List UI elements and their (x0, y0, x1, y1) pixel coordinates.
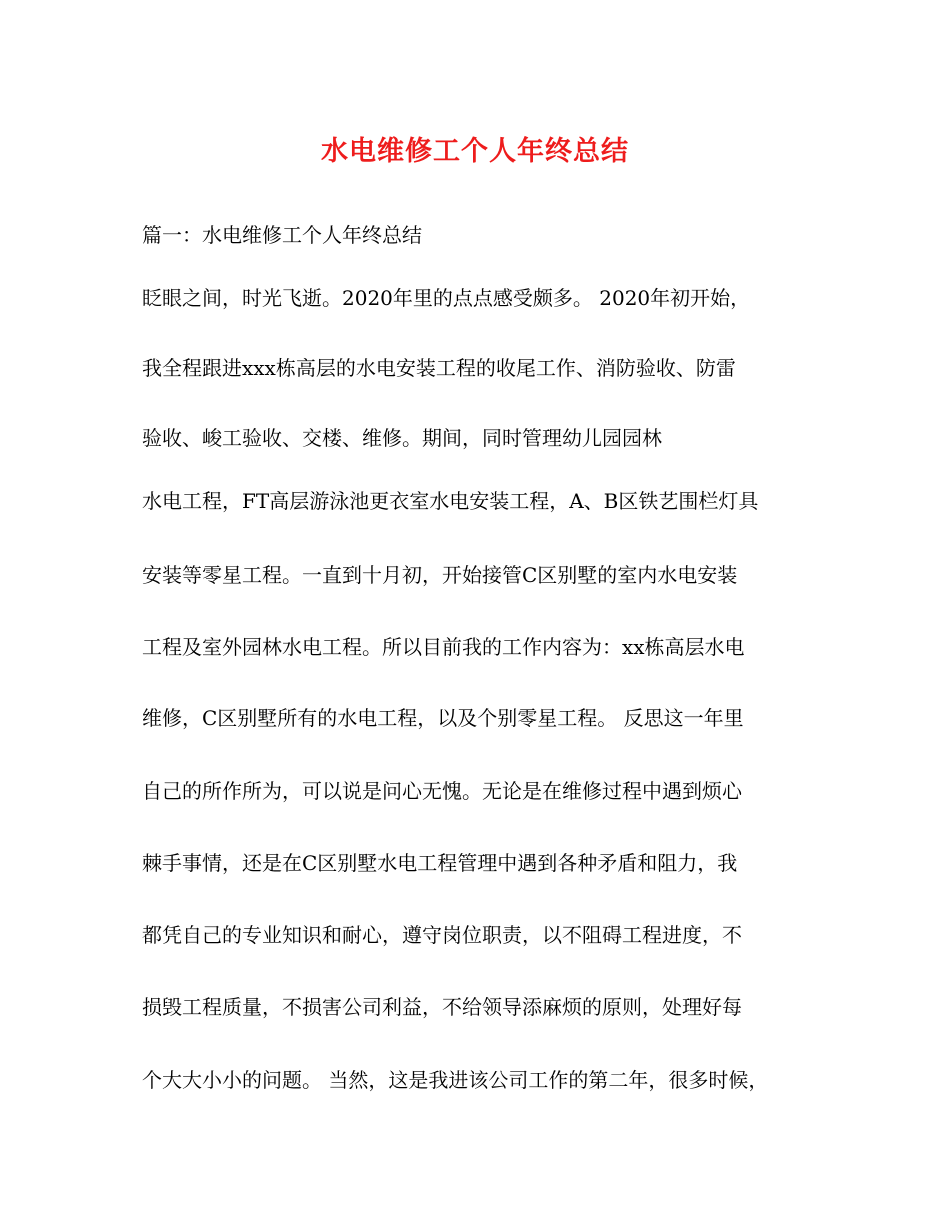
body-line-12: 个大大小小的问题。 当然，这是我进该公司工作的第二年，很多时候， (142, 1068, 769, 1092)
body-line-1: 眨眼之间，时光飞逝。2020年里的点点感受颇多。 2020年初开始， (142, 286, 751, 310)
body-line-3: 验收、峻工验收、交楼、维修。期间，同时管理幼儿园园林 (142, 426, 662, 450)
document-title: 水电维修工个人年终总结 (321, 136, 629, 167)
body-line-7: 维修，C区别墅所有的水电工程，以及个别零星工程。 反思这一年里 (142, 706, 744, 730)
body-line-6: 工程及室外园林水电工程。所以目前我的工作内容为：xx栋高层水电 (142, 635, 745, 659)
body-line-8: 自己的所作所为，可以说是问心无愧。无论是在维修过程中遇到烦心 (142, 779, 742, 803)
section-heading: 篇一：水电维修工个人年终总结 (142, 223, 422, 247)
body-line-2: 我全程跟进xxx栋高层的水电安装工程的收尾工作、消防验收、防雷 (142, 356, 736, 380)
body-line-9: 棘手事情，还是在C区别墅水电工程管理中遇到各种矛盾和阻力，我 (142, 851, 738, 875)
body-line-4: 水电工程，FT高层游泳池更衣室水电安装工程，A、B区铁艺围栏灯具 (142, 489, 759, 513)
body-line-10: 都凭自己的专业知识和耐心，遵守岗位职责，以不阻碍工程进度，不 (142, 923, 742, 947)
body-line-11: 损毁工程质量，不损害公司利益，不给领导添麻烦的原则，处理好每 (142, 995, 742, 1019)
body-line-5: 安装等零星工程。一直到十月初，开始接管C区别墅的室内水电安装 (142, 563, 738, 587)
